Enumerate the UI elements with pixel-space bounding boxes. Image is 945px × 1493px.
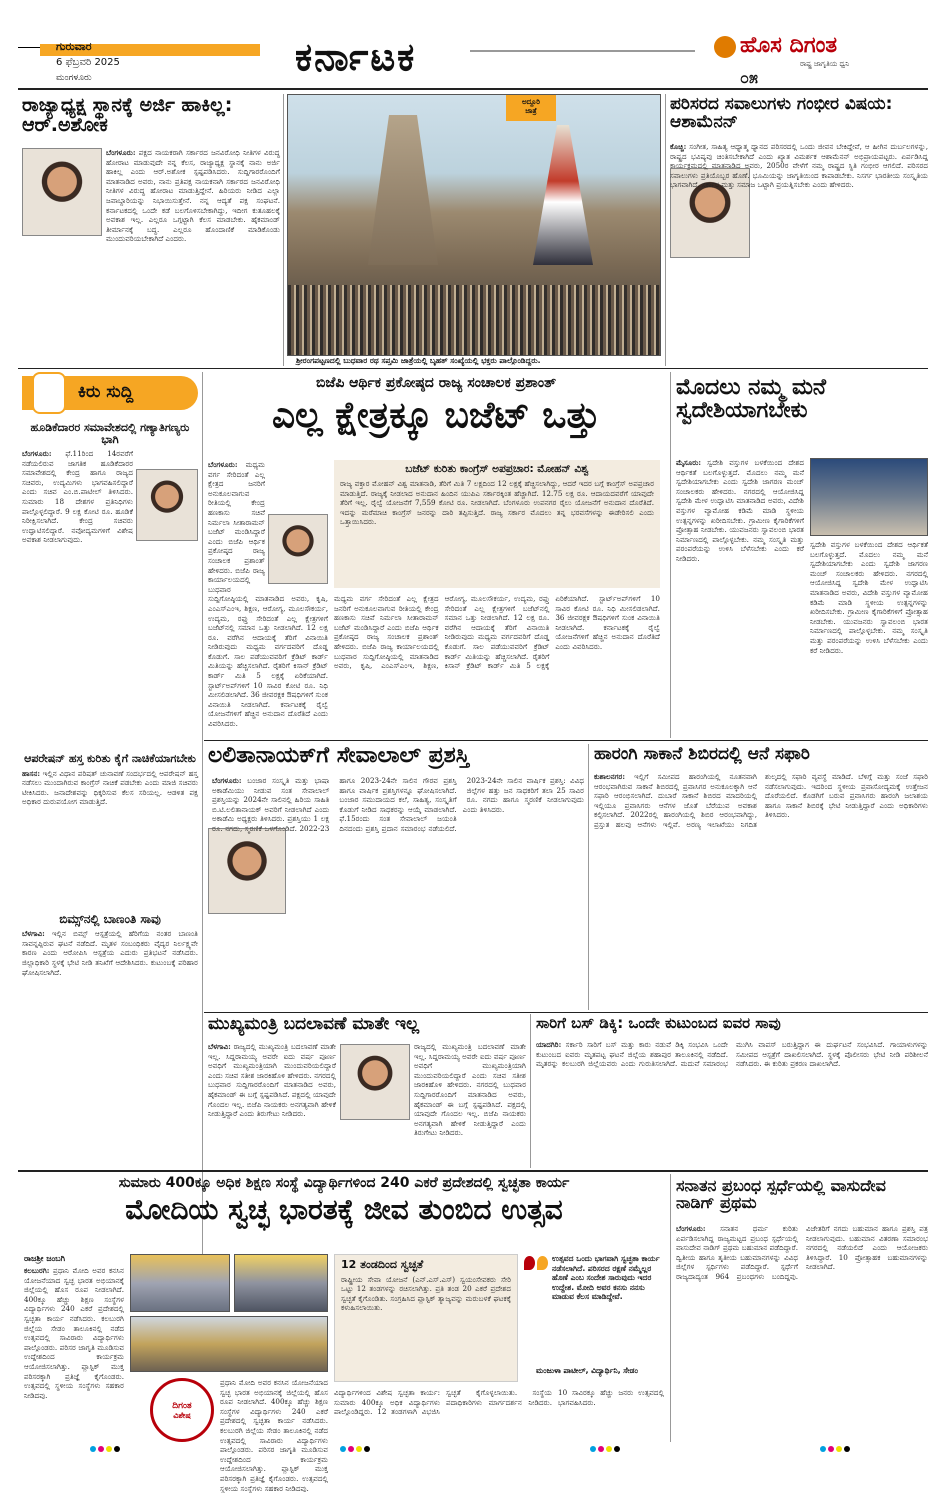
swachh-quote-author: ಮಂಜುಳಾ ಪಾಟೀಲ್, ವಿದ್ಯಾರ್ಥಿನಿ, ಸೇಡಂ xyxy=(536,1366,638,1375)
col-divider xyxy=(665,94,666,366)
seal-line1: ದಿಗಂತ xyxy=(172,1401,192,1411)
page-number: ೦೫ xyxy=(740,68,758,87)
story-swachh-byline: ರಾಜಶ್ರೀ ಜಂಬಗಿ xyxy=(24,1254,65,1263)
story-budget-title: ಎಲ್ಲ ಕ್ಷೇತ್ರಕ್ಕೂ ಬಜೆಟ್ ಒತ್ತು xyxy=(271,394,601,436)
story-budget-text: ಮಧ್ಯಮ ವರ್ಗ ಸೇರಿದಂತೆ ಎಲ್ಲ ಕ್ಷೇತ್ರದ ಜನರಿಗೆ ಅನುಕೂಲವಾಗುವ ರೀತಿಯಲ್ಲಿ ಕೇಂದ್ರ ಹಣಕಾಸು ಸಚಿವೆ ನಿರ್ಮಲಾ ಸೀತಾರಾಮನ್ ಬಜೆಟ್ ಮಂಡಿಸಿದ್ದಾರೆ ಎಂದು ಬಿಜೆಪಿ ಆರ್ಥಿಕ ಪ್ರಕೋಷ್ಠದ ರಾಜ್ಯ ಸಂಚಾಲಕ ಪ್ರಶಾಂತ್ ಹೇಳಿದರು. ಬಿಜೆಪಿ ರಾಜ್ಯ ಕಾರ್ಯಾಲಯದಲ್ಲಿ ಬುಧವಾರ ಸುದ್ದಿಗೋಷ್ಠಿಯಲ್ಲಿ ಮಾತನಾಡಿದ ಅವರು, ಕೃಷಿ, ಎಂಎಸ್‌ಎಂಇ, ಶಿಕ್ಷಣ, ಆರೋಗ್ಯ, ಮೂಲಸೌಕರ್ಯ, ಉದ್ಯಮ, ರಫ್ತು ಸೇರಿದಂತೆ ಎಲ್ಲ ಕ್ಷೇತ್ರಗಳಿಗೆ ಬಜೆಟ್‌ನಲ್ಲಿ ಸಮಾನ ಒತ್ತು ನೀಡಲಾಗಿದೆ. 12 ಲಕ್ಷ ರೂ. ವರೆಗಿನ ಆದಾಯಕ್ಕೆ ತೆರಿಗೆ ವಿನಾಯಿತಿ ನೀಡಿರುವುದು ಮಧ್ಯಮ ವರ್ಗದವರಿಗೆ ದೊಡ್ಡ ಕೊಡುಗೆ. ಸಾಲ ಪಡೆಯುವವರಿಗೆ ಕ್ರೆಡಿಟ್ ಕಾರ್ಡ್ ಮಿತಿಯನ್ನು ಹೆಚ್ಚಿಸಲಾಗಿದೆ. ರೈತರಿಗೆ ಕಿಸಾನ್ ಕ್ರೆಡಿಟ್ ಕಾರ್ಡ್ ಮಿತಿ 5 ಲಕ್ಷಕ್ಕೆ ಏರಿಕೆಯಾಗಿದೆ. ಸ್ಟಾರ್ಟ್‌ಅಪ್‌ಗಳಿಗೆ 10 ಸಾವಿರ ಕೋಟಿ ರೂ. ನಿಧಿ ಮೀಸಲಿಡಲಾಗಿದೆ. 36 ಜೀವರಕ್ಷಕ ಔಷಧಿಗಳಿಗೆ ಸುಂಕ ವಿನಾಯಿತಿ ನೀಡಲಾಗಿದೆ. ಕರ್ನಾಟಕಕ್ಕೆ ರೈಲ್ವೆ ಯೋಜನೆಗಳಿಗೆ ಹೆಚ್ಚಿನ ಅನುದಾನ ದೊರೆತಿದೆ ಎಂದು ವಿವರಿಸಿದರು. xyxy=(208,460,328,729)
swachh-side-box-text: ರಾಷ್ಟ್ರೀಯ ಸೇವಾ ಯೋಜನೆ (ಎನ್.ಎಸ್.ಎಸ್) ಸ್ವಯಂಸೇವಕರು ಸೇರಿ ಒಟ್ಟು 12 ತಂಡಗಳನ್ನು ರಚಿಸಲಾಗಿತ್ತು. ಪ್ರತಿ ತಂಡ 20 ಎಕರೆ ಪ್ರದೇಶದ ಸ್ವಚ್ಛತೆ ಕೈಗೊಂಡಿತು. ಸಂಗ್ರಹಿಸಿದ ಪ್ಲಾಸ್ಟಿಕ್ ತ್ಯಾಜ್ಯವನ್ನು ಮರುಬಳಕೆ ಘಟಕಕ್ಕೆ ಕಳುಹಿಸಲಾಯಿತು. xyxy=(341,1274,511,1313)
swachh-quote-text: ಉತ್ಸವದ ಒಂದು ಭಾಗವಾಗಿ ಸ್ವಚ್ಛತಾ ಕಾರ್ಯ ನಡೆಸಲಾಗಿದೆ. ಪರಿಸರದ ರಕ್ಷಣೆ ನಮ್ಮೆಲ್ಲರ ಹೊಣೆ ಎಂಬ ಸಂದೇಶ ಸಾರುವುದು ಇದರ ಉದ್ದೇಶ. ಮೋದಿ ಅವರ ಕನಸು ನನಸು ಮಾಡುವ ಕೆಲಸ ಮಾಡಿದ್ದೇವೆ. xyxy=(552,1254,660,1302)
kiru-item-body xyxy=(22,929,198,1125)
story-swachh-text: ಪ್ರಧಾನಿ ಮೋದಿ ಅವರ ಕನಸಿನ ಯೋಜನೆಯಾದ ಸ್ವಚ್ಛ ಭಾರತ ಅಭಿಯಾನಕ್ಕೆ ಜಿಲ್ಲೆಯಲ್ಲಿ ಹೊಸ ರೂಪ ನೀಡಲಾಗಿದೆ. 400ಕ್ಕೂ ಹೆಚ್ಚು ಶಿಕ್ಷಣ ಸಂಸ್ಥೆಗಳ ವಿದ್ಯಾರ್ಥಿಗಳು 240 ಎಕರೆ ಪ್ರದೇಶದಲ್ಲಿ ಸ್ವಚ್ಛತಾ ಕಾರ್ಯ ನಡೆಸಿದರು. ಕಲಬುರಗಿ ಜಿಲ್ಲೆಯ ಸೇಡಂ ತಾಲೂಕಿನಲ್ಲಿ ನಡೆದ ಉತ್ಸವದಲ್ಲಿ ಸಾವಿರಾರು ವಿದ್ಯಾರ್ಥಿಗಳು ಪಾಲ್ಗೊಂಡರು. ಪರಿಸರ ಜಾಗೃತಿ ಮೂಡಿಸುವ ಉದ್ದೇಶದಿಂದ ಕಾರ್ಯಕ್ರಮ ಆಯೋಜಿಸಲಾಗಿತ್ತು. ಪ್ಲಾಸ್ಟಿಕ್ ಮುಕ್ತ ಪರಿಸರಕ್ಕಾಗಿ ಪ್ರತಿಜ್ಞೆ ಕೈಗೊಂಡರು. ಉತ್ಸವದಲ್ಲಿ ಸ್ಥಳೀಯ ಸಂಸ್ಥೆಗಳು ಸಹಕಾರ ನೀಡಿದವು. xyxy=(24,1266,124,1400)
story-cm-title: ಮುಖ್ಯಮಂತ್ರಿ ಬದಲಾವಣೆ ಮಾತೇ ಇಲ್ಲ xyxy=(208,1014,420,1034)
prashanth-photo xyxy=(268,514,328,584)
story-ashamenon-dateline: ಕೊಚ್ಚಿ: xyxy=(670,142,687,151)
col-divider xyxy=(588,744,589,1010)
swachh-photo-1 xyxy=(130,1254,230,1312)
temple-tower xyxy=(368,115,438,265)
story-budget-dateline: ಬೆಂಗಳೂರು: xyxy=(208,460,238,469)
story-budget-kicker: ಬಿಜೆಪಿ ಆರ್ಥಿಕ ಪ್ರಕೋಷ್ಠದ ರಾಜ್ಯ ಸಂಚಾಲಕ ಪ್ರಶಾಂತ್ xyxy=(315,375,557,391)
header-bottom-rule xyxy=(18,88,928,90)
header-date: 6 ಫೆಬ್ರವರಿ 2025 xyxy=(56,57,120,68)
story-swachh-continued: ಪ್ರಧಾನಿ ಮೋದಿ ಅವರ ಕನಸಿನ ಯೋಜನೆಯಾದ ಸ್ವಚ್ಛ ಭಾರತ ಅಭಿಯಾನಕ್ಕೆ ಜಿಲ್ಲೆಯಲ್ಲಿ ಹೊಸ ರೂಪ ನೀಡಲಾಗಿದೆ. 400ಕ್ಕೂ ಹೆಚ್ಚು ಶಿಕ್ಷಣ ಸಂಸ್ಥೆಗಳ ವಿದ್ಯಾರ್ಥಿಗಳು 240 ಎಕರೆ ಪ್ರದೇಶದಲ್ಲಿ ಸ್ವಚ್ಛತಾ ಕಾರ್ಯ ನಡೆಸಿದರು. ಕಲಬುರಗಿ ಜಿಲ್ಲೆಯ ಸೇಡಂ ತಾಲೂಕಿನಲ್ಲಿ ನಡೆದ ಉತ್ಸವದಲ್ಲಿ ಸಾವಿರಾರು ವಿದ್ಯಾರ್ಥಿಗಳು ಪಾಲ್ಗೊಂಡರು. ಪರಿಸರ ಜಾಗೃತಿ ಮೂಡಿಸುವ ಉದ್ದೇಶದಿಂದ ಕಾರ್ಯಕ್ರಮ ಆಯೋಜಿಸಲಾಗಿತ್ತು. ಪ್ಲಾಸ್ಟಿಕ್ ಮುಕ್ತ ಪರಿಸರಕ್ಕಾಗಿ ಪ್ರತಿಜ್ಞೆ ಕೈಗೊಂಡರು. ಉತ್ಸವದಲ್ಲಿ ಸ್ಥಳೀಯ ಸಂಸ್ಥೆಗಳು ಸಹಕಾರ ನೀಡಿದವು. xyxy=(220,1378,328,1493)
story-cm-body xyxy=(208,1042,336,1166)
story-cm-dateline: ಬೆಳಗಾವಿ: xyxy=(208,1042,231,1051)
story-ashoka-dateline: ಬೆಂಗಳೂರು: xyxy=(106,148,136,157)
story-sanatana-body xyxy=(676,1224,928,1440)
row-rule xyxy=(204,740,928,741)
story-bus-text: ಸರ್ಕಾರಿ ಸಾರಿಗೆ ಬಸ್ ಮತ್ತು ಕಾರು ನಡುವೆ ಡಿಕ್ಕಿ ಸಂಭವಿಸಿ ಒಂದೇ ಕುಟುಂಬದ ಐವರು ಮೃತಪಟ್ಟ ಘಟನೆ ಜಿಲ್ಲೆಯ ಶಹಾಪುರ ತಾಲೂಕಿನಲ್ಲಿ ನಡೆದಿದೆ. ಮೃತರನ್ನು ಕಲಬುರಗಿ ಜಿಲ್ಲೆಯವರು ಎಂದು ಗುರುತಿಸಲಾಗಿದೆ. ಮದುವೆ ಸಮಾರಂಭ ಮುಗಿಸಿ ವಾಪಸ್ ಬರುತ್ತಿದ್ದಾಗ ಈ ದುರ್ಘಟನೆ ಸಂಭವಿಸಿದೆ. ಗಾಯಾಳುಗಳನ್ನು ಸಮೀಪದ ಆಸ್ಪತ್ರೆಗೆ ದಾಖಲಿಸಲಾಗಿದೆ. ಸ್ಥಳಕ್ಕೆ ಪೊಲೀಸರು ಭೇಟಿ ನೀಡಿ ಪರಿಶೀಲನೆ ನಡೆಸಿದರು. ಈ ಕುರಿತು ಪ್ರಕರಣ ದಾಖಲಾಗಿದೆ. xyxy=(536,1040,928,1069)
jatre-photo xyxy=(287,94,661,356)
story-ashoka xyxy=(22,94,280,244)
kiru-item-dateline: ಬೆಳಗಾವಿ: xyxy=(22,929,45,939)
story-cm-continued: ರಾಜ್ಯದಲ್ಲಿ ಮುಖ್ಯಮಂತ್ರಿ ಬದಲಾವಣೆ ಮಾತೇ ಇಲ್ಲ. ಸಿದ್ದರಾಮಯ್ಯ ಅವರೇ ಐದು ವರ್ಷ ಪೂರ್ಣ ಅವಧಿಗೆ ಮುಖ್ಯಮಂತ್ರಿಯಾಗಿ ಮುಂದುವರಿಯಲಿದ್ದಾರೆ ಎಂದು ಸಚಿವ ಸತೀಶ ಜಾರಕಿಹೊಳಿ ಹೇಳಿದರು. ನಗರದಲ್ಲಿ ಬುಧವಾರ ಸುದ್ದಿಗಾರರೊಂದಿಗೆ ಮಾತನಾಡಿದ ಅವರು, ಹೈಕಮಾಂಡ್ ಈ ಬಗ್ಗೆ ಸ್ಪಷ್ಟಪಡಿಸಿದೆ. ಪಕ್ಷದಲ್ಲಿ ಯಾವುದೇ ಗೊಂದಲ ಇಲ್ಲ. ಬಿಜೆಪಿ ನಾಯಕರು ಅನಗತ್ಯವಾಗಿ ಹೇಳಿಕೆ ನೀಡುತ್ತಿದ್ದಾರೆ ಎಂದು ತಿರುಗೇಟು ನೀಡಿದರು. xyxy=(414,1042,526,1138)
story-swachh-kicker: ಸುಮಾರು 400ಕ್ಕೂ ಅಧಿಕ ಶಿಕ್ಷಣ ಸಂಸ್ಥೆ ವಿದ್ಯಾರ್ಥಿಗಳಿಂದ 240 ಎಕರೆ ಪ್ರದೇಶದಲ್ಲಿ ಸ್ವಚ್ಛತಾ ಕಾರ್ಯ xyxy=(118,1175,570,1191)
story-swachh xyxy=(24,1176,664,1224)
story-sevalal xyxy=(208,744,584,767)
row-rule xyxy=(18,368,928,369)
swachh-right-body: ವಿದ್ಯಾರ್ಥಿಗಳಿಂದ ವಿಶೇಷ ಸ್ವಚ್ಛತಾ ಕಾರ್ಯ: ಸುಮಾರು 400ಕ್ಕೂ ಅಧಿಕ ವಿದ್ಯಾರ್ಥಿಗಳು ಪಾಲ್ಗೊಂಡಿದ್ದರು. 12 ತಂಡಗಳಾಗಿ ವಿಭಜಿಸಿ ಸ್ವಚ್ಛತೆ ಕೈಗೊಳ್ಳಲಾಯಿತು. ಸಂಸ್ಥೆಯ ಪದಾಧಿಕಾರಿಗಳು ಮಾರ್ಗದರ್ಶನ ನೀಡಿದರು. 10 ಸಾವಿರಕ್ಕೂ ಹೆಚ್ಚು ಜನರು ಉತ್ಸವದಲ್ಲಿ ಭಾಗವಹಿಸಿದರು. xyxy=(334,1388,664,1417)
story-ashamenon xyxy=(670,94,928,190)
photo-badge-line1: ಅದ್ದೂರಿ xyxy=(522,98,540,106)
story-cm xyxy=(208,1016,524,1034)
story-swadeshi xyxy=(676,376,928,422)
seal-line2: ವಿಶೇಷ xyxy=(173,1411,191,1420)
kiru-item xyxy=(22,913,198,1126)
story-harangi-body xyxy=(594,772,928,1010)
story-swadeshi-text: ಸ್ವದೇಶಿ ವಸ್ತುಗಳ ಬಳಕೆಯಿಂದ ದೇಶದ ಆರ್ಥಿಕತೆ ಬಲಗೊಳ್ಳುತ್ತದೆ. ಮೊದಲು ನಮ್ಮ ಮನೆ ಸ್ವದೇಶಿಯಾಗಬೇಕು ಎಂದು ಸ್ವದೇಶಿ ಜಾಗರಣ ಮಂಚ್ ಸಂಚಾಲಕರು ಹೇಳಿದರು. ನಗರದಲ್ಲಿ ಆಯೋಜಿಸಿದ್ದ ಸ್ವದೇಶಿ ಮೇಳ ಉದ್ಘಾಟಿಸಿ ಮಾತನಾಡಿದ ಅವರು, ವಿದೇಶಿ ವಸ್ತುಗಳ ವ್ಯಾಮೋಹ ಕಡಿಮೆ ಮಾಡಿ ಸ್ಥಳೀಯ ಉತ್ಪನ್ನಗಳನ್ನು ಖರೀದಿಸಬೇಕು. ಗ್ರಾಮೀಣ ಕೈಗಾರಿಕೆಗಳಿಗೆ ಪ್ರೋತ್ಸಾಹ ನೀಡಬೇಕು. ಯುವಜನರು ಸ್ವಾವಲಂಬಿ ಭಾರತ ನಿರ್ಮಾಣದಲ್ಲಿ ಪಾಲ್ಗೊಳ್ಳಬೇಕು. ನಮ್ಮ ಸಂಸ್ಕೃತಿ ಮತ್ತು ಪರಂಪರೆಯನ್ನು ಉಳಿಸಿ ಬೆಳೆಸಬೇಕು ಎಂದು ಕರೆ ನೀಡಿದರು. xyxy=(676,458,804,563)
kiru-item-dateline: ಬೆಂಗಳೂರು: xyxy=(22,449,52,459)
story-sevalal-title: ಲಲಿತಾನಾಯಕ್‌ಗೆ ಸೇವಾಲಾಲ್ ಪ್ರಶಸ್ತಿ xyxy=(208,743,470,768)
section-title: ಕರ್ನಾಟಕ xyxy=(295,35,417,79)
story-swachh-title: ಮೋದಿಯ ಸ್ವಚ್ಛ ಭಾರತಕ್ಕೆ ಜೀವ ತುಂಬಿದ ಉತ್ಸವ xyxy=(125,1192,563,1226)
story-bus-title: ಸಾರಿಗೆ ಬಸ್ ಡಿಕ್ಕಿ: ಒಂದೇ ಕುಟುಂಬದ ಐವರ ಸಾವು xyxy=(536,1014,781,1032)
kiru-label: ಕಿರು ಸುದ್ದಿ xyxy=(78,382,134,402)
story-sanatana xyxy=(676,1178,928,1212)
col-divider xyxy=(202,372,203,1294)
swachh-side-box-title: 12 ತಂಡದಿಂದ ಸ್ವಚ್ಛತೆ xyxy=(341,1258,424,1271)
photo-badge-line2: ಜಾತ್ರೆ xyxy=(525,107,537,115)
kiru-item xyxy=(22,753,198,909)
swachh-photo-3 xyxy=(130,1316,328,1372)
quote-icon xyxy=(524,1256,550,1286)
header-rule xyxy=(470,50,695,52)
kiru-item-title: ಬಿಮ್ಸ್‌ನಲ್ಲಿ ಬಾಣಂತಿ ಸಾವು xyxy=(59,911,161,926)
logo-tagline: ರಾಷ್ಟ್ರ ಜಾಗೃತಿಯ ಧ್ವನಿ xyxy=(800,60,850,68)
story-sanatana-dateline: ಬೆಂಗಳೂರು: xyxy=(676,1224,706,1233)
story-sevalal-dateline: ಬೆಂಗಳೂರು: xyxy=(212,776,242,785)
color-registration-strip xyxy=(90,1446,850,1454)
photo-badge xyxy=(506,95,556,121)
masthead-logo xyxy=(700,30,925,92)
story-swadeshi-continued: ಸ್ವದೇಶಿ ವಸ್ತುಗಳ ಬಳಕೆಯಿಂದ ದೇಶದ ಆರ್ಥಿಕತೆ ಬಲಗೊಳ್ಳುತ್ತದೆ. ಮೊದಲು ನಮ್ಮ ಮನೆ ಸ್ವದೇಶಿಯಾಗಬೇಕು ಎಂದು ಸ್ವದೇಶಿ ಜಾಗರಣ ಮಂಚ್ ಸಂಚಾಲಕರು ಹೇಳಿದರು. ನಗರದಲ್ಲಿ ಆಯೋಜಿಸಿದ್ದ ಸ್ವದೇಶಿ ಮೇಳ ಉದ್ಘಾಟಿಸಿ ಮಾತನಾಡಿದ ಅವರು, ವಿದೇಶಿ ವಸ್ತುಗಳ ವ್ಯಾಮೋಹ ಕಡಿಮೆ ಮಾಡಿ ಸ್ಥಳೀಯ ಉತ್ಪನ್ನಗಳನ್ನು ಖರೀದಿಸಬೇಕು. ಗ್ರಾಮೀಣ ಕೈಗಾರಿಕೆಗಳಿಗೆ ಪ್ರೋತ್ಸಾಹ ನೀಡಬೇಕು. ಯುವಜನರು ಸ್ವಾವಲಂಬಿ ಭಾರತ ನಿರ್ಮಾಣದಲ್ಲಿ ಪಾಲ್ಗೊಳ್ಳಬೇಕು. ನಮ್ಮ ಸಂಸ್ಕೃತಿ ಮತ್ತು ಪರಂಪರೆಯನ್ನು ಉಳಿಸಿ ಬೆಳೆಸಬೇಕು ಎಂದು ಕರೆ ನೀಡಿದರು. xyxy=(810,540,928,655)
story-budget-continued: ಮಧ್ಯಮ ವರ್ಗ ಸೇರಿದಂತೆ ಎಲ್ಲ ಕ್ಷೇತ್ರದ ಜನರಿಗೆ ಅನುಕೂಲವಾಗುವ ರೀತಿಯಲ್ಲಿ ಕೇಂದ್ರ ಹಣಕಾಸು ಸಚಿವೆ ನಿರ್ಮಲಾ ಸೀತಾರಾಮನ್ ಬಜೆಟ್ ಮಂಡಿಸಿದ್ದಾರೆ ಎಂದು ಬಿಜೆಪಿ ಆರ್ಥಿಕ ಪ್ರಕೋಷ್ಠದ ರಾಜ್ಯ ಸಂಚಾಲಕ ಪ್ರಶಾಂತ್ ಹೇಳಿದರು. ಬಿಜೆಪಿ ರಾಜ್ಯ ಕಾರ್ಯಾಲಯದಲ್ಲಿ ಬುಧವಾರ ಸುದ್ದಿಗೋಷ್ಠಿಯಲ್ಲಿ ಮಾತನಾಡಿದ ಅವರು, ಕೃಷಿ, ಎಂಎಸ್‌ಎಂಇ, ಶಿಕ್ಷಣ, ಆರೋಗ್ಯ, ಮೂಲಸೌಕರ್ಯ, ಉದ್ಯಮ, ರಫ್ತು ಸೇರಿದಂತೆ ಎಲ್ಲ ಕ್ಷೇತ್ರಗಳಿಗೆ ಬಜೆಟ್‌ನಲ್ಲಿ ಸಮಾನ ಒತ್ತು ನೀಡಲಾಗಿದೆ. 12 ಲಕ್ಷ ರೂ. ವರೆಗಿನ ಆದಾಯಕ್ಕೆ ತೆರಿಗೆ ವಿನಾಯಿತಿ ನೀಡಿರುವುದು ಮಧ್ಯಮ ವರ್ಗದವರಿಗೆ ದೊಡ್ಡ ಕೊಡುಗೆ. ಸಾಲ ಪಡೆಯುವವರಿಗೆ ಕ್ರೆಡಿಟ್ ಕಾರ್ಡ್ ಮಿತಿಯನ್ನು ಹೆಚ್ಚಿಸಲಾಗಿದೆ. ರೈತರಿಗೆ ಕಿಸಾನ್ ಕ್ರೆಡಿಟ್ ಕಾರ್ಡ್ ಮಿತಿ 5 ಲಕ್ಷಕ್ಕೆ ಏರಿಕೆಯಾಗಿದೆ. ಸ್ಟಾರ್ಟ್‌ಅಪ್‌ಗಳಿಗೆ 10 ಸಾವಿರ ಕೋಟಿ ರೂ. ನಿಧಿ ಮೀಸಲಿಡಲಾಗಿದೆ. 36 ಜೀವರಕ್ಷಕ ಔಷಧಿಗಳಿಗೆ ಸುಂಕ ವಿನಾಯಿತಿ ನೀಡಲಾಗಿದೆ. ಕರ್ನಾಟಕಕ್ಕೆ ರೈಲ್ವೆ ಯೋಜನೆಗಳಿಗೆ ಹೆಚ್ಚಿನ ಅನುದಾನ ದೊರೆತಿದೆ ಎಂದು ವಿವರಿಸಿದರು. xyxy=(334,594,660,671)
kiru-item-text: ಇಲ್ಲಿನ ಬಿಮ್ಸ್ ಆಸ್ಪತ್ರೆಯಲ್ಲಿ ಹೆರಿಗೆಯ ನಂತರ ಬಾಣಂತಿ ಸಾವನ್ನಪ್ಪಿರುವ ಘಟನೆ ನಡೆದಿದೆ. ಮೃತಳ ಸಂಬಂಧಿಕರು ವೈದ್ಯರ ನಿರ್ಲಕ್ಷ್ಯವೇ ಕಾರಣ ಎಂದು ಆರೋಪಿಸಿ ಆಸ್ಪತ್ರೆಯ ಎದುರು ಪ್ರತಿಭಟನೆ ನಡೆಸಿದರು. ಜಿಲ್ಲಾಧಿಕಾರಿ ಸ್ಥಳಕ್ಕೆ ಭೇಟಿ ನೀಡಿ ತನಿಖೆಗೆ ಆದೇಶಿಸಿದರು. ಕುಟುಂಬಕ್ಕೆ ಪರಿಹಾರ ಘೋಷಿಸಲಾಗಿದೆ. xyxy=(22,929,198,977)
row-rule xyxy=(18,1170,928,1172)
digantha-vishesha-seal xyxy=(150,1378,214,1442)
story-bus xyxy=(536,1016,928,1032)
header-day: ಗುರುವಾರ xyxy=(56,40,92,53)
col-divider xyxy=(670,1174,671,1442)
story-harangi-dateline: ಕುಶಾಲನಗರ: xyxy=(594,772,625,781)
story-swachh-dateline: ಕಲಬುರಗಿ: xyxy=(24,1266,50,1275)
story-harangi xyxy=(594,746,928,764)
story-budget-body xyxy=(208,460,328,736)
ratha-chariot xyxy=(533,125,593,265)
story-ashoka-text: ಪಕ್ಷದ ನಾಯಕರಾಗಿ ಸರ್ಕಾರದ ಜನವಿರೋಧಿ ನೀತಿಗಳ ವಿರುದ್ಧ ಹೋರಾಟ ಮಾಡುವುದೇ ನನ್ನ ಕೆಲಸ, ರಾಜ್ಯಾಧ್ಯಕ್ಷ ಸ್ಥಾನಕ್ಕೆ ನಾನು ಅರ್ಜಿ ಹಾಕಿಲ್ಲ ಎಂದು ಆರ್.ಅಶೋಕ ಸ್ಪಷ್ಟಪಡಿಸಿದರು. ಸುದ್ದಿಗಾರರೊಂದಿಗೆ ಮಾತನಾಡಿದ ಅವರು, ನಾನು ಪ್ರತಿಪಕ್ಷ ನಾಯಕನಾಗಿ ಸರ್ಕಾರದ ಜನವಿರೋಧಿ ನೀತಿಗಳ ವಿರುದ್ಧ ಹೋರಾಟ ಮಾಡುತ್ತಿದ್ದೇನೆ. ಹಿರಿಯರು ನೀಡಿದ ಎಲ್ಲಾ ಜವಾಬ್ದಾರಿಯನ್ನು ನಿಭಾಯಿಸುತ್ತೇನೆ. ನನ್ನ ಆದ್ಯತೆ ಪಕ್ಷ ಸಂಘಟನೆ. ಕರ್ನಾಟಕದಲ್ಲಿ ಒಂದೇ ಕಡೆ ಬಲಗೊಳಿಸಬೇಕಾಗಿದ್ದು, ಇದೀಗ ಕುತೂಹಲಕ್ಕೆ ಅವಕಾಶ ಇಲ್ಲ. ಎಲ್ಲರೂ ಒಗ್ಗಟ್ಟಾಗಿ ಕೆಲಸ ಮಾಡಬೇಕು. ಹೈಕಮಾಂಡ್ ತೀರ್ಮಾನಕ್ಕೆ ಬದ್ಧ. ಎಲ್ಲರೂ ಹೊಂದಾಣಿಕೆ ಮಾಡಿಕೊಂಡು ಮುಂದುವರಿಯಬೇಕಾಗಿದೆ ಎಂದರು. xyxy=(106,148,280,244)
story-ashamenon-text: ಸಂಗೀತ, ಸಾಹಿತ್ಯ ಆಧ್ಯಾತ್ಮ ಧ್ಯಾನದ ಪರಿಸರದಲ್ಲಿ ಒಂದು ಜೀವನ ಬೇಕಿದ್ದೇವೆ, ಆ ಹೀಗಿನ ದುರ್ಬಲಗಳನ್ನು, ರಾಷ್ಟ್ರದ ಭವಿಷ್ಯವು ಚಿಂತಿಸಬೇಕಾಗಿದೆ ಎಂದು ಖ್ಯಾತ ವಿಮರ್ಶಕ ಆಶಾಮೆನನ್ ಅಭಿಪ್ರಾಯಪಟ್ಟರು. ಏರ್ಪಡಿಸಿದ್ದ ಕಾರ್ಯಕ್ರಮದಲ್ಲಿ ಮಾತನಾಡಿದ ಅವರು, 2050ರ ವೇಳೆಗೆ ನಮ್ಮ ರಾಷ್ಟ್ರದ ಸ್ಥಿತಿ ಗಂಭೀರ ಆಗಲಿದೆ. ಪರಿಸರದ ಸವಾಲುಗಳು ಪ್ರತಿಯೊಬ್ಬರ ಹೊಣೆ. ಭೂಮಿಯನ್ನು ಜಾಗೃತಿಯಿಂದ ಕಾಪಾಡಬೇಕು. ನಿಸರ್ಗ ಭಾರತೀಯ ಸಂಸ್ಕೃತಿಯ ಭಾಗವಾಗಿದೆ. ಸರ್ಕಾರ ಮತ್ತು ಸಮಾಜ ಒಟ್ಟಾಗಿ ಪ್ರಯತ್ನಿಸಬೇಕು ಎಂದು ಹೇಳಿದರು. xyxy=(670,142,928,190)
row-rule xyxy=(204,1012,928,1013)
logo-text: ಹೊಸ ದಿಗಂತ xyxy=(740,32,838,58)
header-city: ಮಂಗಳೂರು xyxy=(56,73,92,83)
story-sevalal-body xyxy=(208,776,584,1010)
story-bus-dateline: ಯಾದಗಿರಿ: xyxy=(536,1040,562,1049)
story-harangi-title: ಹಾರಂಗಿ ಸಾಕಾನೆ ಶಿಬಿರದಲ್ಲಿ ಆನೆ ಸಫಾರಿ xyxy=(594,744,810,764)
satish-photo xyxy=(340,1044,410,1120)
story-swadeshi-dateline: ಮೈಸೂರು: xyxy=(676,458,702,467)
col-divider xyxy=(530,1014,531,1168)
story-swadeshi-body xyxy=(676,458,804,736)
story-ashamenon-title: ಪರಿಸರದ ಸವಾಲುಗಳು ಗಂಭೀರ ವಿಷಯ: ಆಶಾಮೆನನ್ xyxy=(670,94,893,132)
story-harangi-text: ಇಲ್ಲಿಗೆ ಸಮೀಪದ ಹಾರಂಗಿಯಲ್ಲಿ ನೂತನವಾಗಿ ಆರಂಭವಾಗಿರುವ ಸಾಕಾನೆ ಶಿಬಿರದಲ್ಲಿ ಪ್ರವಾಸಿಗರ ಅನುಕೂಲಕ್ಕಾಗಿ ಆನೆ ಸಫಾರಿ ಆರಂಭಿಸಲಾಗಿದೆ. ದುಬಾರೆ ಸಾಕಾನೆ ಶಿಬಿರದ ಮಾದರಿಯಲ್ಲಿ ಇಲ್ಲಿಯೂ ಪ್ರವಾಸಿಗರು ಆನೆಗಳ ಜೊತೆ ಬೆರೆಯುವ ಅವಕಾಶ ಕಲ್ಪಿಸಲಾಗಿದೆ. 2022ರಲ್ಲಿ ಹಾರಂಗಿಯಲ್ಲಿ ಶಿಬಿರ ಆರಂಭವಾಗಿದ್ದು, ಪ್ರಸ್ತುತ ಹಲವು ಆನೆಗಳು ಇಲ್ಲಿವೆ. ಅರಣ್ಯ ಇಲಾಖೆಯು ನಿಗದಿತ ಶುಲ್ಕದಲ್ಲಿ ಸಫಾರಿ ವ್ಯವಸ್ಥೆ ಮಾಡಿದೆ. ಬೆಳಿಗ್ಗೆ ಮತ್ತು ಸಂಜೆ ಸಫಾರಿ ನಡೆಸಲಾಗುವುದು. ಇದರಿಂದ ಸ್ಥಳೀಯ ಪ್ರವಾಸೋದ್ಯಮಕ್ಕೆ ಉತ್ತೇಜನ ದೊರೆಯಲಿದೆ. ಕೊಡಗಿಗೆ ಬರುವ ಪ್ರವಾಸಿಗರು ಹಾರಂಗಿ ಜಲಾಶಯ ಹಾಗೂ ಸಾಕಾನೆ ಶಿಬಿರಕ್ಕೆ ಭೇಟಿ ನೀಡುತ್ತಿದ್ದಾರೆ ಎಂದು ಅಧಿಕಾರಿಗಳು ತಿಳಿಸಿದರು. xyxy=(594,772,928,829)
hand-icon xyxy=(32,372,66,414)
story-cm-text: ರಾಜ್ಯದಲ್ಲಿ ಮುಖ್ಯಮಂತ್ರಿ ಬದಲಾವಣೆ ಮಾತೇ ಇಲ್ಲ. ಸಿದ್ದರಾಮಯ್ಯ ಅವರೇ ಐದು ವರ್ಷ ಪೂರ್ಣ ಅವಧಿಗೆ ಮುಖ್ಯಮಂತ್ರಿಯಾಗಿ ಮುಂದುವರಿಯಲಿದ್ದಾರೆ ಎಂದು ಸಚಿವ ಸತೀಶ ಜಾರಕಿಹೊಳಿ ಹೇಳಿದರು. ನಗರದಲ್ಲಿ ಬುಧವಾರ ಸುದ್ದಿಗಾರರೊಂದಿಗೆ ಮಾತನಾಡಿದ ಅವರು, ಹೈಕಮಾಂಡ್ ಈ ಬಗ್ಗೆ ಸ್ಪಷ್ಟಪಡಿಸಿದೆ. ಪಕ್ಷದಲ್ಲಿ ಯಾವುದೇ ಗೊಂದಲ ಇಲ್ಲ. ಬಿಜೆಪಿ ನಾಯಕರು ಅನಗತ್ಯವಾಗಿ ಹೇಳಿಕೆ ನೀಡುತ್ತಿದ್ದಾರೆ ಎಂದು ತಿರುಗೇಟು ನೀಡಿದರು. xyxy=(208,1042,336,1119)
story-budget xyxy=(206,376,666,434)
budget-sidebar-box xyxy=(334,460,660,588)
swachh-photo-2 xyxy=(234,1254,328,1312)
kiru-item-body xyxy=(22,449,198,749)
story-ashoka-title: ರಾಜ್ಯಾಧ್ಯಕ್ಷ ಸ್ಥಾನಕ್ಕೆ ಅರ್ಜಿ ಹಾಕಿಲ್ಲ: ಆರ್.ಅಶೋಕ xyxy=(22,94,233,136)
story-sevalal-text: ಬಂಜಾರ ಸಂಸ್ಕೃತಿ ಮತ್ತು ಭಾಷಾ ಅಕಾಡೆಮಿಯು ನೀಡುವ ಸಂತ ಸೇವಾಲಾಲ್ ಪ್ರಶಸ್ತಿಯನ್ನು 2024ನೇ ಸಾಲಿನಲ್ಲಿ ಹಿರಿಯ ಸಾಹಿತಿ ಬಿ.ಟಿ.ಲಲಿತಾನಾಯಕ್ ಅವರಿಗೆ ನೀಡಲಾಗಿದೆ ಎಂದು ಅಕಾಡೆಮಿ ಅಧ್ಯಕ್ಷರು ತಿಳಿಸಿದರು. ಪ್ರಶಸ್ತಿಯು 1 ಲಕ್ಷ ರೂ. ನಗದು, ಸ್ಮರಣಿಕೆ ಒಳಗೊಂಡಿದೆ. 2022-23 ಹಾಗೂ 2023-24ನೇ ಸಾಲಿನ ಗೌರವ ಪ್ರಶಸ್ತಿ ಹಾಗೂ ವಾರ್ಷಿಕ ಪ್ರಶಸ್ತಿಗಳನ್ನೂ ಘೋಷಿಸಲಾಗಿದೆ. ಬಂಜಾರ ಸಮುದಾಯದ ಕಲೆ, ಸಾಹಿತ್ಯ, ಸಂಸ್ಕೃತಿಗೆ ಕೊಡುಗೆ ನೀಡಿದ ಸಾಧಕರನ್ನು ಆಯ್ಕೆ ಮಾಡಲಾಗಿದೆ. ಫೆ.15ರಂದು ಸಂತ ಸೇವಾಲಾಲ್ ಜಯಂತಿ ದಿನದಂದು ಪ್ರಶಸ್ತಿ ಪ್ರದಾನ ಸಮಾರಂಭ ನಡೆಯಲಿದೆ. 2023-24ನೇ ಸಾಲಿನ ವಾರ್ಷಿಕ ಪ್ರಶಸ್ತಿ: ವಿವಿಧ ಜಿಲ್ಲೆಗಳ ಹತ್ತು ಜನ ಸಾಧಕರಿಗೆ ತಲಾ 25 ಸಾವಿರ ರೂ. ನಗದು ಹಾಗೂ ಸ್ಮರಣಿಕೆ ನೀಡಲಾಗುವುದು ಎಂದು ತಿಳಿಸಿದರು. xyxy=(212,776,584,833)
mb-patil-photo xyxy=(136,469,198,541)
kiru-item-title: ಆಪರೇಷನ್ ಹಸ್ತ ಕುರಿತು ಕೈಗೆ ನಾಚಿಕೆಯಾಗಬೇಕು xyxy=(24,752,196,766)
kiru-item-dateline: ಹಾಸನ: xyxy=(22,768,40,778)
story-sanatana-title: ಸನಾತನ ಪ್ರಬಂಧ ಸ್ಪರ್ಧೆಯಲ್ಲಿ ವಾಸುದೇವ ನಾಡಿಗ್ ಪ್ರಥಮ xyxy=(676,1176,886,1212)
kiru-suddi-column xyxy=(22,372,198,1125)
kiru-item xyxy=(22,422,198,749)
story-bus-body xyxy=(536,1040,928,1166)
story-swachh-body xyxy=(24,1266,124,1440)
logo-emblem-icon xyxy=(714,36,736,58)
kiru-item-body xyxy=(22,769,198,909)
story-swadeshi-title: ಮೊದಲು ನಮ್ಮ ಮನೆ ಸ್ವದೇಶಿಯಾಗಬೇಕು xyxy=(676,375,827,424)
col-divider xyxy=(670,372,671,738)
kiru-item-text: ಇಲ್ಲಿನ ವಿಧಾನ ಪರಿಷತ್ ಚುನಾವಣೆ ಸಂದರ್ಭದಲ್ಲಿ ಆಪರೇಷನ್ ಹಸ್ತ ನಡೆಸಲು ಮುಂದಾಗಿರುವ ಕಾಂಗ್ರೆಸ್ ನಾಚಿಕೆ ಪಡಬೇಕು ಎಂದು ಮಾಜಿ ಸಚಿವರು ಟೀಕಿಸಿದರು. ಜನಾದೇಶವನ್ನು ಧಿಕ್ಕರಿಸುವ ಕೆಲಸ ಸರಿಯಲ್ಲ. ಆಡಳಿತ ಪಕ್ಷ ಅಧಿಕಾರ ದುರುಪಯೋಗ ಮಾಡುತ್ತಿದೆ. xyxy=(22,768,198,807)
swadeshi-event-photo xyxy=(810,458,928,536)
budget-sidebar-title: ಬಜೆಟ್ ಕುರಿತು ಕಾಂಗ್ರೆಸ್ ಅಪಪ್ರಚಾರ: ಮೋಹನ್ ವಿಶ್ವ xyxy=(405,463,589,475)
kiru-item-title: ಹೂಡಿಕೆದಾರರ ಸಮಾವೇಶದಲ್ಲಿ ಗಣ್ಯಾತಿಗಣ್ಯರು ಭಾಗಿ xyxy=(30,421,190,446)
crowd xyxy=(288,285,660,355)
jatre-photo-caption: ಶ್ರೀರಂಗಪಟ್ಟಣದಲ್ಲಿ ಬುಧವಾರ ರಥ ಸಪ್ತಮಿ ಜಾತ್ರೆಯಲ್ಲಿ ಬೃಹತ್ ಸಂಖ್ಯೆಯಲ್ಲಿ ಭಕ್ತರು ಪಾಲ್ಗೊಂಡಿದ್ದರು. xyxy=(296,356,541,365)
kiru-item-text: ಫೆ.11ರಿಂದ 14ರವರೆಗೆ ನಡೆಯಲಿರುವ ಜಾಗತಿಕ ಹೂಡಿಕೆದಾರರ ಸಮಾವೇಶದಲ್ಲಿ ಕೇಂದ್ರ ಹಾಗೂ ರಾಜ್ಯದ ಸಚಿವರು, ಉದ್ಯಮಿಗಳು ಭಾಗವಹಿಸಲಿದ್ದಾರೆ ಎಂದು ಸಚಿವ ಎಂ.ಬಿ.ಪಾಟೀಲ್ ತಿಳಿಸಿದರು. ಸುಮಾರು 18 ದೇಶಗಳ ಪ್ರತಿನಿಧಿಗಳು ಪಾಲ್ಗೊಳ್ಳಲಿದ್ದಾರೆ. 9 ಲಕ್ಷ ಕೋಟಿ ರೂ. ಹೂಡಿಕೆ ನಿರೀಕ್ಷಿಸಲಾಗಿದೆ. ಕೇಂದ್ರ ಸಚಿವರು ಉದ್ಘಾಟಿಸಲಿದ್ದಾರೆ. ನವೋದ್ಯಮಗಳಿಗೆ ವಿಶೇಷ ಅವಕಾಶ ನೀಡಲಾಗುವುದು. xyxy=(22,449,133,545)
swachh-side-box xyxy=(334,1254,518,1382)
story-sanatana-text: ಸನಾತನ ಧರ್ಮ ಕುರಿತು ಏರ್ಪಡಿಸಲಾಗಿದ್ದ ರಾಜ್ಯಮಟ್ಟದ ಪ್ರಬಂಧ ಸ್ಪರ್ಧೆಯಲ್ಲಿ ವಾಸುದೇವ ನಾಡಿಗ್ ಪ್ರಥಮ ಬಹುಮಾನ ಪಡೆದಿದ್ದಾರೆ. ದ್ವಿತೀಯ ಹಾಗೂ ತೃತೀಯ ಬಹುಮಾನಗಳನ್ನು ವಿವಿಧ ಜಿಲ್ಲೆಗಳ ಸ್ಪರ್ಧಿಗಳು ಪಡೆದಿದ್ದಾರೆ. ಸ್ಪರ್ಧೆಗೆ ರಾಜ್ಯದಾದ್ಯಂತ 964 ಪ್ರಬಂಧಗಳು ಬಂದಿದ್ದವು. ವಿಜೇತರಿಗೆ ನಗದು ಬಹುಮಾನ ಹಾಗೂ ಪ್ರಶಸ್ತಿ ಪತ್ರ ನೀಡಲಾಗುವುದು. ಬಹುಮಾನ ವಿತರಣಾ ಸಮಾರಂಭ ನಗರದಲ್ಲಿ ನಡೆಯಲಿದೆ ಎಂದು ಆಯೋಜಕರು ತಿಳಿಸಿದ್ದಾರೆ. 10 ಪ್ರೋತ್ಸಾಹಕ ಬಹುಮಾನಗಳನ್ನು ನೀಡಲಾಗಿದೆ. xyxy=(676,1224,928,1281)
col-divider xyxy=(283,94,284,366)
budget-sidebar-text: ರಾಜ್ಯ ವಕ್ತಾರ ಮೋಹನ್ ವಿಶ್ವ ಮಾತನಾಡಿ, ತೆರಿಗೆ ಮಿತಿ 7 ಲಕ್ಷದಿಂದ 12 ಲಕ್ಷಕ್ಕೆ ಹೆಚ್ಚಿಸಲಾಗಿದ್ದು, ಆದರೆ ಇದರ ಬಗ್ಗೆ ಕಾಂಗ್ರೆಸ್ ಅಪಪ್ರಚಾರ ಮಾಡುತ್ತಿದೆ. ರಾಜ್ಯಕ್ಕೆ ನೀಡಲಾದ ಅನುದಾನ ಹಿಂದಿನ ಯುಪಿಎ ಸರ್ಕಾರಕ್ಕಿಂತ ಹೆಚ್ಚಾಗಿದೆ. 12.75 ಲಕ್ಷ ರೂ. ಆದಾಯದವರೆಗೆ ಯಾವುದೇ ತೆರಿಗೆ ಇಲ್ಲ. ರೈಲ್ವೆ ಯೋಜನೆಗೆ 7,559 ಕೋಟಿ ರೂ. ನೀಡಲಾಗಿದೆ. ಬೆಂಗಳೂರು ಉಪನಗರ ರೈಲು ಯೋಜನೆಗೆ ಅನುದಾನ ದೊರೆತಿದೆ. ಇದನ್ನು ಮರೆಮಾಚಿ ಕಾಂಗ್ರೆಸ್ ಜನರನ್ನು ದಾರಿ ತಪ್ಪಿಸುತ್ತಿದೆ. ರಾಜ್ಯ ಸರ್ಕಾರ ಮೊದಲು ತನ್ನ ಭರವಸೆಗಳನ್ನು ಈಡೇರಿಸಲಿ ಎಂದು ಒತ್ತಾಯಿಸಿದರು. xyxy=(340,479,654,527)
